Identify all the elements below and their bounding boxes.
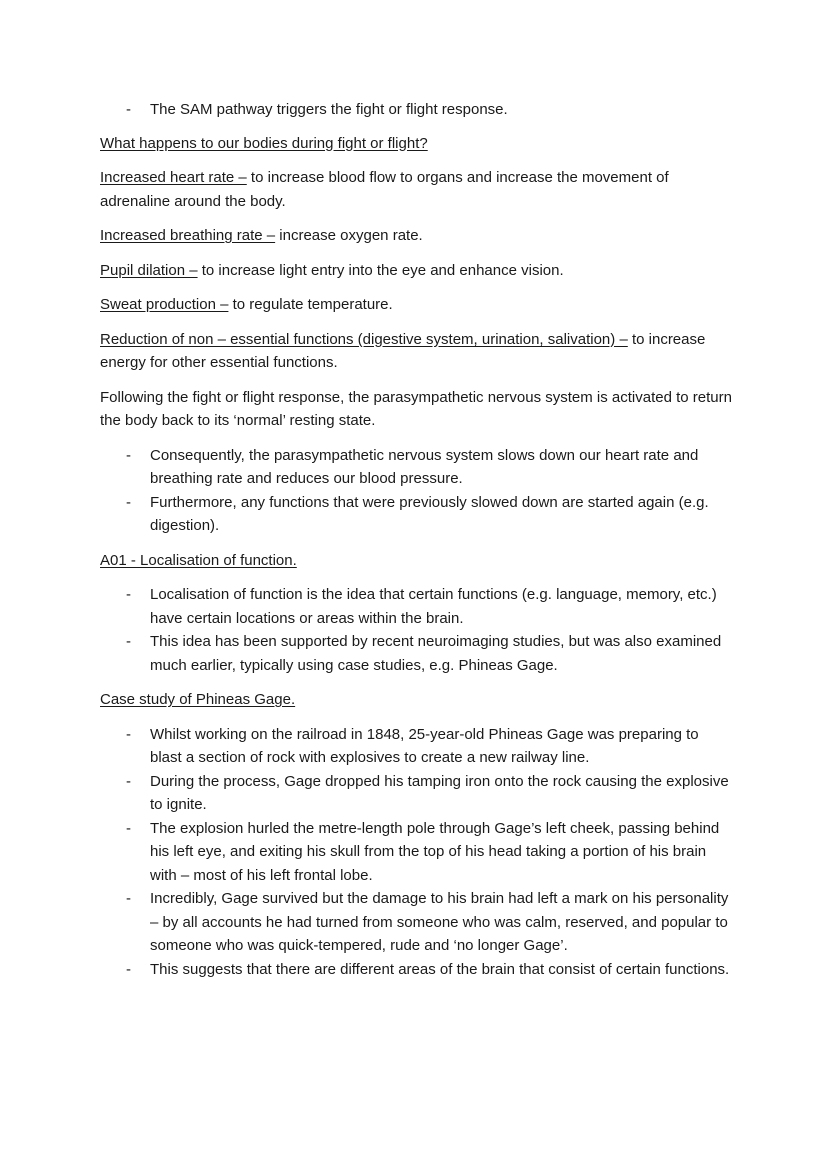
effect-term: Sweat production –: [100, 296, 229, 313]
parasympathetic-bullet-list: [100, 444, 732, 538]
effect-breathing-rate: [100, 224, 732, 248]
list-item: [100, 817, 732, 888]
bullet-text: This suggests that there are different areas of the brain that consist of certain functions.: [150, 960, 730, 978]
bullet-dash: -: [126, 633, 131, 650]
bullet-dash: -: [126, 586, 131, 603]
list-item: [100, 491, 732, 538]
bullet-dash: -: [126, 493, 131, 511]
list-item: [100, 958, 732, 982]
list-item: [100, 770, 732, 817]
case-study-bullet-list: [100, 723, 732, 982]
list-item: [100, 444, 732, 491]
effect-term: Reduction of non – essential functions (digestive system, urination, salivation) –: [100, 330, 628, 348]
case-study-heading: Case study of Phineas Gage.: [100, 691, 296, 708]
bullet-dash: -: [126, 819, 131, 837]
fof-heading: What happens to our bodies during fight or flight?: [100, 134, 428, 152]
following-paragraph: Following the fight or flight response, the parasympathetic nervous system is activated to return the body back to its ‘normal’ resting state.: [100, 388, 732, 429]
list-item: [100, 98, 732, 122]
bullet-text: The explosion hurled the metre-length pole through Gage’s left cheek, passing behind his left eye, and exiting his skull from the top of his head taking a portion of his brain with – most of his left frontal lobe.: [150, 819, 720, 884]
bullet-dash: -: [126, 772, 131, 790]
list-item: [100, 583, 732, 630]
list-item: [100, 723, 732, 770]
effect-text: to increase energy for other essential functions.: [100, 330, 706, 371]
effect-text: to increase blood flow to organs and increase the movement of adrenaline around the body.: [100, 169, 669, 210]
bullet-text: Incredibly, Gage survived but the damage to his brain had left a mark on his personality – by all accounts he had turned from someone who was calm, reserved, and popular to someone who was quick-tempered, rude and ‘no longer Gage’.: [150, 890, 729, 954]
effect-pupil-dilation: [100, 259, 732, 283]
bullet-text: Furthermore, any functions that were previously slowed down are started again (e.g. digestion).: [150, 493, 709, 534]
intro-bullet-list: [100, 98, 732, 122]
bullet-dash: -: [126, 960, 131, 978]
bullet-text: The SAM pathway triggers the fight or flight response.: [150, 101, 508, 118]
effect-reduction-nonessential: [100, 328, 732, 375]
document-body: [100, 98, 732, 992]
bullet-text: Consequently, the parasympathetic nervous system slows down our heart rate and breathing rate and reduces our blood pressure.: [150, 446, 699, 487]
bullet-text: Localisation of function is the idea that certain functions (e.g. language, memory, etc.) have certain locations or areas within the brain.: [150, 586, 717, 627]
bullet-dash: -: [126, 101, 131, 118]
bullet-text: This idea has been supported by recent neuroimaging studies, but was also examined much earlier, typically using case studies, e.g. Phineas Gage.: [150, 633, 722, 674]
effect-term: Pupil dilation –: [100, 261, 198, 279]
effect-term: Increased heart rate –: [100, 169, 247, 186]
bullet-dash: -: [126, 725, 131, 743]
bullet-text: Whilst working on the railroad in 1848, 25-year-old Phineas Gage was preparing to blast a section of rock with explosives to create a new railway line.: [150, 725, 699, 766]
bullet-text: During the process, Gage dropped his tamping iron onto the rock causing the explosive to ignite.: [150, 772, 729, 813]
effect-text: to regulate temperature.: [228, 296, 393, 313]
list-item: [100, 887, 732, 958]
effect-term: Increased breathing rate –: [100, 227, 276, 244]
bullet-dash: -: [126, 890, 131, 907]
effect-sweat-production: [100, 293, 732, 317]
a01-bullet-list: [100, 583, 732, 677]
list-item: [100, 630, 732, 677]
bullet-dash: -: [126, 446, 131, 464]
a01-heading: A01 - Localisation of function.: [100, 551, 297, 569]
effect-text: to increase light entry into the eye and enhance vision.: [197, 261, 564, 279]
effect-text: increase oxygen rate.: [275, 227, 423, 244]
effect-heart-rate: [100, 166, 732, 213]
